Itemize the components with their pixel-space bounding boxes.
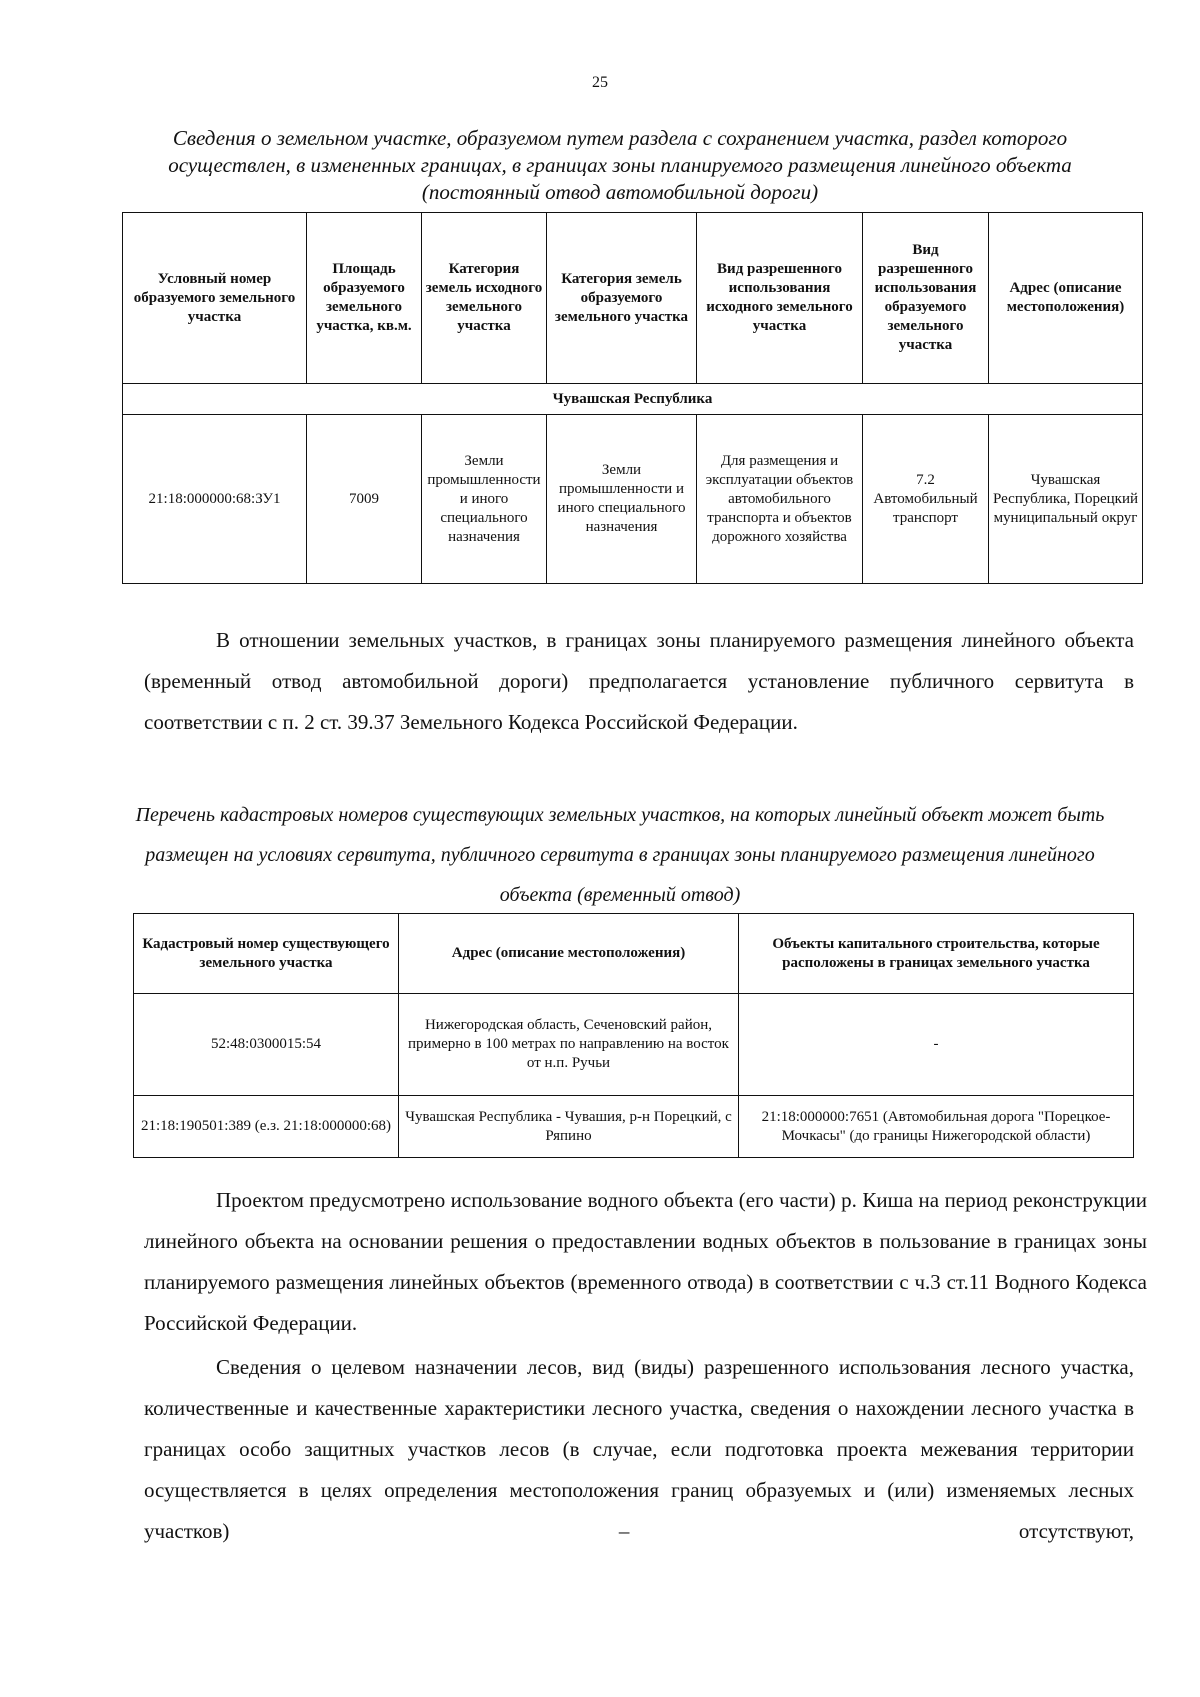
header-formed-use: Вид разрешенного использования образуемого земельного участка — [863, 213, 989, 384]
land-plot-table — [122, 212, 1143, 584]
header-area: Площадь образуемого земельного участка, кв.м. — [307, 213, 422, 384]
cell-area: 7009 — [307, 415, 422, 584]
cell-capital-objects: 21:18:000000:7651 (Автомобильная дорога "Порецкое-Мочкасы" (до границы Нижегородской области) — [739, 1096, 1134, 1158]
cell-source-use: Для размещения и эксплуатации объектов автомобильного транспорта и объектов дорожного хозяйства — [697, 415, 863, 584]
paragraph-servitude: В отношении земельных участков, в границах зоны планируемого размещения линейного объекта (временный отвод автомобильной дороги) предполагается установление публичного сервитута в соответствии с п. 2 ст. 39.37 Земельного Кодекса Российской Федерации. — [144, 628, 1134, 734]
header-capital-objects: Объекты капитального строительства, которые расположены в границах земельного участка — [739, 914, 1134, 994]
cell-location: Чувашская Республика - Чувашия, р-н Порецкий, с Ряпино — [399, 1096, 739, 1158]
cell-formed-use: 7.2 Автомобильный транспорт — [863, 415, 989, 584]
table2-caption: Перечень кадастровых номеров существующих земельных участков, на которых линейный объект может быть размещен на условиях сервитута, публичного сервитута в границах зоны планируемого размещения линейного объекта (временный отвод) — [135, 804, 1105, 906]
cell-capital-objects: - — [739, 994, 1134, 1096]
cell-cadastral-number: 52:48:0300015:54 — [134, 994, 399, 1096]
header-address: Адрес (описание местоположения) — [989, 213, 1143, 384]
table-row — [134, 1096, 1134, 1158]
page-number: 25 — [592, 74, 608, 91]
header-cadastral-number: Кадастровый номер существующего земельного участка — [134, 914, 399, 994]
cell-formed-category: Земли промышленности и иного специального назначения — [547, 415, 697, 584]
cell-address: Чувашская Республика, Порецкий муниципальный округ — [989, 415, 1143, 584]
paragraph-forest: Сведения о целевом назначении лесов, вид (виды) разрешенного использования лесного участка, количественные и качественные характеристики лесного участка, сведения о нахождении лесного участка в границах особо защитных участков лесов (в случае, если подготовка проекта межевания территории осуществляется в целях определения местоположения границ образуемых и (или) изменяемых лесных участков) – отсутствуют, — [144, 1355, 1134, 1543]
table1-caption: Сведения о земельном участке, образуемом путем раздела с сохранением участка, раздел которого осуществлен, в измененных границах, в границах зоны планируемого размещения линейного объекта (постоянный отвод автомобильной дороги) — [168, 126, 1072, 204]
table-row — [134, 994, 1134, 1096]
cadastral-table — [133, 913, 1134, 1158]
header-source-use: Вид разрешенного использования исходного земельного участка — [697, 213, 863, 384]
header-source-category: Категория земель исходного земельного участка — [422, 213, 547, 384]
cell-conditional-number: 21:18:000000:68:ЗУ1 — [123, 415, 307, 584]
header-location: Адрес (описание местоположения) — [399, 914, 739, 994]
header-conditional-number: Условный номер образуемого земельного участка — [123, 213, 307, 384]
cell-cadastral-number: 21:18:190501:389 (е.з. 21:18:000000:68) — [134, 1096, 399, 1158]
cell-location: Нижегородская область, Сеченовский район, примерно в 100 метрах по направлению на восток от н.п. Ручьи — [399, 994, 739, 1096]
paragraph-water-object: Проектом предусмотрено использование водного объекта (его части) р. Киша на период реконструкции линейного объекта на основании решения о предоставлении водных объектов в пользование в границах зоны планируемого размещения линейных объектов (временного отвода) в соответствии с ч.3 ст.11 Водного Кодекса Российской Федерации. — [144, 1188, 1147, 1335]
cell-source-category: Земли промышленности и иного специального назначения — [422, 415, 547, 584]
header-formed-category: Категория земель образуемого земельного участка — [547, 213, 697, 384]
region-row: Чувашская Республика — [123, 384, 1143, 415]
